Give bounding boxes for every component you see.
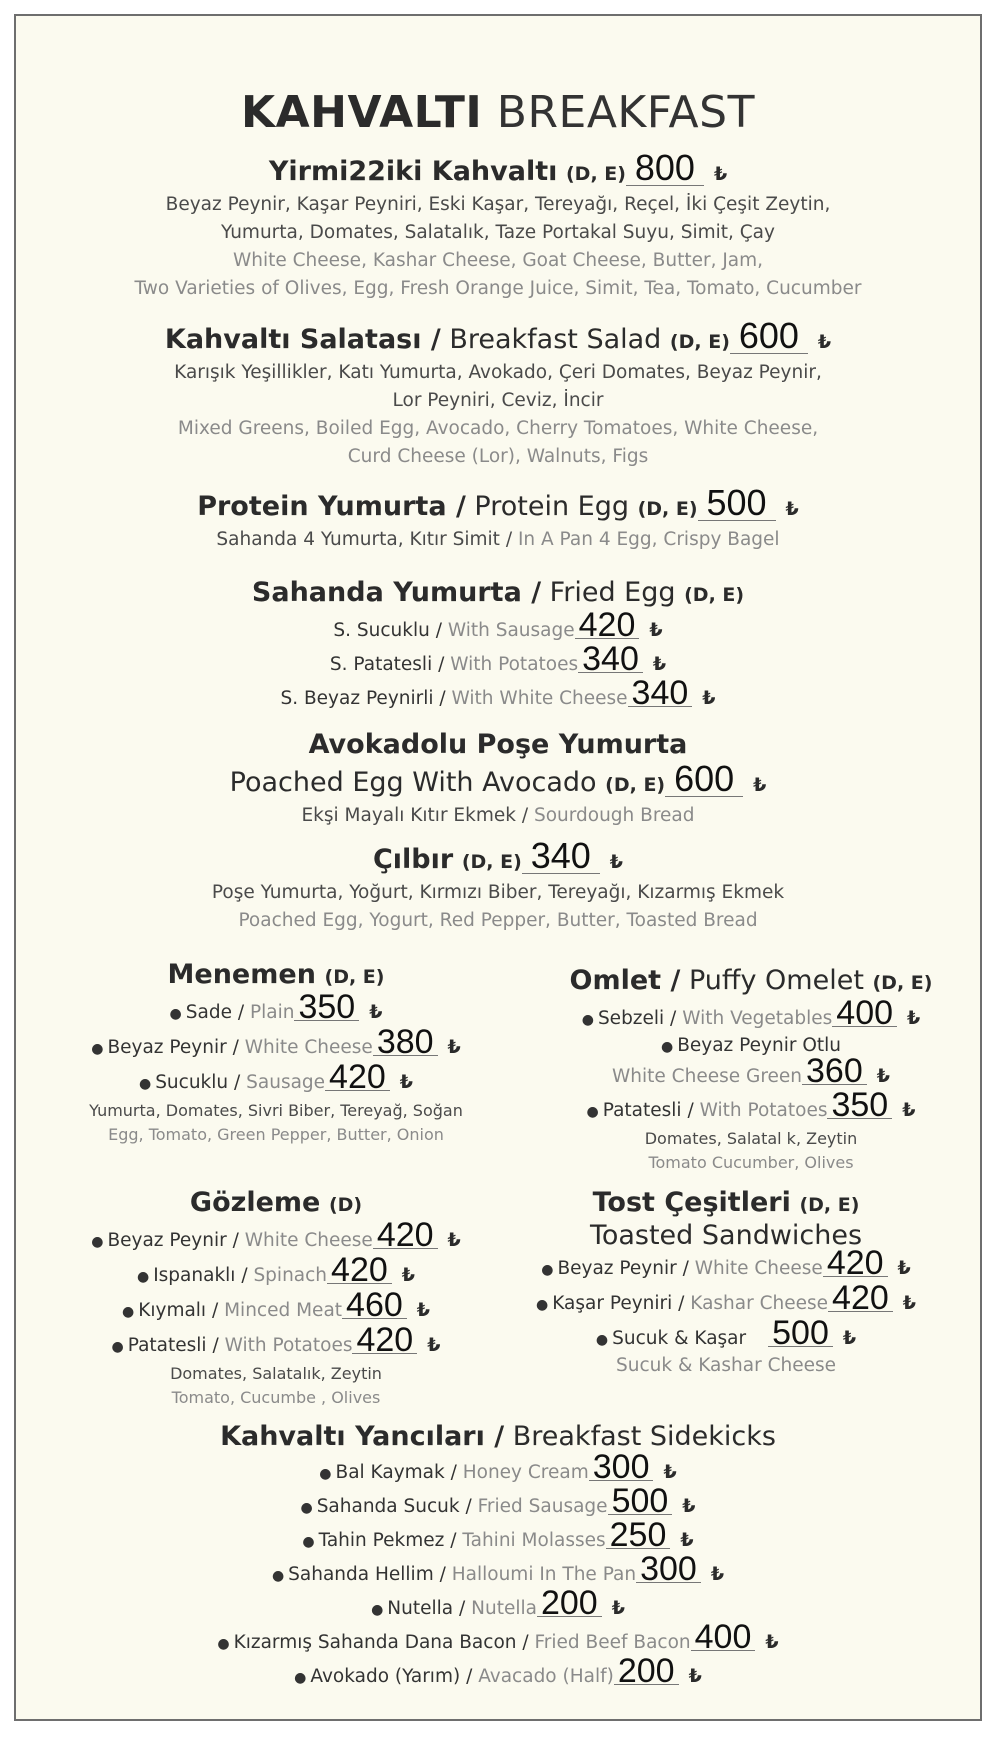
price: 340 <box>522 839 600 874</box>
bullet-icon: ● <box>91 1041 104 1057</box>
lira-icon: ₺ <box>785 498 799 520</box>
item-tr: Beyaz Peynir / <box>107 1037 239 1058</box>
list-item <box>16 1584 980 1624</box>
bullet-icon: ● <box>586 1104 599 1120</box>
list-item <box>56 1023 496 1064</box>
lira-icon: ₺ <box>710 1563 725 1585</box>
lira-icon: ₺ <box>842 1327 857 1349</box>
list-item <box>486 1244 966 1285</box>
title-tr: Çılbır <box>372 844 454 875</box>
price: 350 <box>294 994 359 1021</box>
bullet-icon: ● <box>271 1568 285 1584</box>
lira-icon: ₺ <box>817 331 832 353</box>
desc-en: Poached Egg, Yogurt, Red Pepper, Butter, Toasted Bread <box>238 910 758 931</box>
item-en: With Potatoes <box>224 1335 353 1356</box>
price: 420 <box>373 1222 438 1249</box>
price: 420 <box>327 1257 392 1284</box>
lira-icon: ₺ <box>649 619 663 641</box>
lira-icon: ₺ <box>401 1264 415 1286</box>
item-title <box>16 315 980 359</box>
item-en: Fried Sausage <box>477 1496 608 1517</box>
title-tr: Protein Yumurta / <box>197 491 466 522</box>
item-title <box>536 964 966 1000</box>
lira-icon: ₺ <box>427 1334 441 1356</box>
item-title-tr <box>16 728 980 762</box>
desc-en: Tomato, Cucumbe , Olives <box>171 1388 381 1407</box>
section-protein-egg <box>16 482 980 554</box>
desc-line <box>16 802 980 830</box>
list-item <box>16 1550 980 1590</box>
price: 400 <box>691 1624 756 1651</box>
bullet-icon: ● <box>300 1500 313 1516</box>
item-tr: Beyaz Peynir / <box>107 1230 239 1251</box>
bullet-icon: ● <box>541 1262 554 1278</box>
title-tr: Sahanda Yumurta / <box>251 577 542 608</box>
section-breakfast-salad <box>16 315 980 471</box>
item-tr: Sebzeli / <box>597 1008 677 1029</box>
item-en: With White Cheese <box>451 688 628 709</box>
list-item <box>16 1516 980 1556</box>
price: 360 <box>802 1058 867 1085</box>
list-item <box>56 1286 496 1327</box>
desc-en: Curd Cheese (Lor), Walnuts, Figs <box>347 446 649 467</box>
list-item <box>16 606 980 646</box>
item-en: Fried Beef Bacon <box>534 1632 691 1653</box>
title-en: Fried Egg <box>549 577 676 608</box>
lira-icon: ₺ <box>611 1597 625 1619</box>
title-en: Breakfast Salad <box>449 324 662 355</box>
item-title-tr <box>486 1186 966 1222</box>
item-en: Halloumi In The Pan <box>451 1564 637 1585</box>
item-title <box>16 482 980 526</box>
item-tr: S. Patatesli / <box>329 654 445 675</box>
lira-icon: ₺ <box>663 1461 677 1483</box>
item-title <box>16 147 980 191</box>
item-en: Sausage <box>246 1072 326 1093</box>
lira-icon: ₺ <box>369 1001 383 1023</box>
list-item <box>16 674 980 714</box>
item-tr: Sade / <box>185 1002 245 1023</box>
price: 250 <box>606 1522 671 1549</box>
lira-icon: ₺ <box>609 851 623 873</box>
desc-en: White Cheese, Kashar Cheese, Goat Cheese, Butter, Jam, <box>232 250 764 271</box>
section-yirmi22iki <box>16 147 980 303</box>
title-tr: Menemen <box>167 959 316 990</box>
dietary-tag: (D, E) <box>605 774 666 796</box>
bullet-icon: ● <box>581 1012 594 1028</box>
lira-icon: ₺ <box>447 1229 461 1251</box>
item-tr: S. Beyaz Peynirli / <box>280 688 446 709</box>
bullet-icon: ● <box>595 1332 609 1348</box>
lira-icon: ₺ <box>447 1036 461 1058</box>
bullet-icon: ● <box>302 1534 315 1550</box>
item-title-en <box>486 1222 966 1250</box>
lira-icon: ₺ <box>902 1292 916 1314</box>
item-en: With Potatoes <box>699 1100 828 1121</box>
desc-tr: Ekşi Mayalı Kıtır Ekmek / <box>301 805 529 826</box>
item-en: Avacado (Half) <box>478 1666 614 1687</box>
item-en: Minced Meat <box>224 1300 343 1321</box>
section-sidekicks <box>16 1420 980 1692</box>
item-title <box>16 835 980 879</box>
list-item <box>56 1216 496 1257</box>
bullet-icon: ● <box>169 1006 182 1022</box>
price: 420 <box>575 612 640 639</box>
title-en: Poached Egg With Avocado <box>229 767 597 798</box>
dietary-tag: (D, E) <box>461 851 522 873</box>
title-tr: Omlet / <box>569 965 681 996</box>
item-en: With Vegetables <box>682 1008 833 1029</box>
list-item <box>56 1321 496 1362</box>
price: 200 <box>614 1658 679 1685</box>
lira-icon: ₺ <box>765 1631 779 1653</box>
list-item <box>536 1035 966 1058</box>
desc-tr: Sahanda 4 Yumurta, Kıtır Simit / <box>216 529 513 550</box>
price: 420 <box>352 1327 417 1354</box>
bullet-icon: ● <box>138 1076 152 1092</box>
section-toast <box>486 1186 966 1377</box>
dietary-tag: (D, E) <box>684 584 745 606</box>
price: 340 <box>628 680 693 707</box>
item-title <box>16 576 980 612</box>
desc-tr: Domates, Salatal k, Zeytin <box>644 1129 858 1148</box>
item-tr: Sucuk & Kaşar <box>612 1328 747 1349</box>
item-en: With Potatoes <box>450 654 579 675</box>
item-tr: Patatesli / <box>602 1100 694 1121</box>
title-tr: Yirmi22iki Kahvaltı <box>268 156 558 187</box>
lira-icon: ₺ <box>416 1299 430 1321</box>
header-light: BREAKFAST <box>496 87 755 138</box>
lira-icon: ₺ <box>702 687 716 709</box>
bullet-icon: ● <box>136 1269 150 1285</box>
dietary-tag: (D, E) <box>799 1194 860 1216</box>
desc-en: Two Varieties of Olives, Egg, Fresh Orange Juice, Simit, Tea, Tomato, Cucumber <box>134 278 862 299</box>
price: 350 <box>827 1092 892 1119</box>
item-en: White Cheese Green <box>612 1066 803 1087</box>
bullet-icon: ● <box>217 1636 230 1652</box>
list-item <box>16 1652 980 1692</box>
bullet-icon: ● <box>536 1297 549 1313</box>
title-tr: Tost Çeşitleri <box>592 1187 791 1218</box>
bullet-icon: ● <box>122 1304 135 1320</box>
item-tr: Sucuklu / <box>155 1072 241 1093</box>
price: 600 <box>665 762 743 797</box>
title-en: Puffy Omelet <box>688 965 864 996</box>
desc-tr: Karışık Yeşillikler, Katı Yumurta, Avokado, Çeri Domates, Beyaz Peynir, <box>174 362 822 383</box>
item-tr: Sahanda Hellim / <box>288 1564 446 1585</box>
bullet-icon: ● <box>319 1466 332 1482</box>
list-item <box>16 1448 980 1488</box>
bullet-icon: ● <box>660 1039 674 1055</box>
list-item <box>536 1052 966 1092</box>
price: 460 <box>342 1292 407 1319</box>
price: 500 <box>768 1320 833 1347</box>
item-en: Nutella <box>471 1598 537 1619</box>
section-poached-egg <box>16 728 980 830</box>
list-item <box>486 1279 966 1320</box>
price: 600 <box>730 319 808 354</box>
item-tr: Nutella / <box>387 1598 466 1619</box>
lira-icon: ₺ <box>713 163 728 185</box>
price: 400 <box>832 1000 897 1027</box>
item-en: Honey Cream <box>462 1462 589 1483</box>
lira-icon: ₺ <box>907 1007 921 1029</box>
desc-en: Egg, Tomato, Green Pepper, Butter, Onion <box>108 1125 444 1144</box>
list-item <box>56 1058 496 1099</box>
title-tr: Kahvaltı Salatası / <box>164 324 441 355</box>
item-title <box>16 1420 980 1454</box>
item-tr: Tahin Pekmez / <box>318 1530 457 1551</box>
dietary-tag: (D, E) <box>324 966 385 988</box>
lira-icon: ₺ <box>688 1665 702 1687</box>
list-item <box>56 1251 496 1292</box>
price: 340 <box>578 646 643 673</box>
lira-icon: ₺ <box>753 774 767 796</box>
item-tr: Kızarmış Sahanda Dana Bacon / <box>233 1632 529 1653</box>
list-item <box>16 1482 980 1522</box>
dietary-tag: (D, E) <box>872 972 933 994</box>
price: 300 <box>589 1454 654 1481</box>
lira-icon: ₺ <box>682 1495 696 1517</box>
desc-tr: Domates, Salatalık, Zeytin <box>170 1364 382 1383</box>
bullet-icon: ● <box>91 1234 104 1250</box>
item-en: Spinach <box>253 1265 328 1286</box>
lira-icon: ₺ <box>876 1065 890 1087</box>
desc-en: In A Pan 4 Egg, Crispy Bagel <box>517 529 780 550</box>
list-item <box>536 1086 966 1127</box>
item-title <box>56 958 496 994</box>
list-item <box>486 1314 966 1355</box>
price: 380 <box>373 1029 438 1056</box>
item-tr: Kıymalı / <box>138 1300 219 1321</box>
title-en: Breakfast Sidekicks <box>512 1421 776 1452</box>
item-tr: Avokado (Yarım) / <box>310 1666 473 1687</box>
dietary-tag: (D, E) <box>565 163 626 185</box>
section-cilbir <box>16 835 980 935</box>
price: 500 <box>698 486 776 521</box>
item-tr: Bal Kaymak / <box>335 1462 457 1483</box>
item-tr: Beyaz Peynir Otlu <box>677 1035 842 1056</box>
dietary-tag: (D) <box>328 1194 363 1216</box>
list-item <box>16 1618 980 1658</box>
section-fried-egg <box>16 576 980 714</box>
item-en: Plain <box>249 1002 295 1023</box>
title-tr: Gözleme <box>189 1187 321 1218</box>
item-en: Kashar Cheese <box>690 1293 829 1314</box>
section-omelet <box>536 964 966 1175</box>
dietary-tag: (D, E) <box>637 498 698 520</box>
title-en: Protein Egg <box>474 491 629 522</box>
price: 420 <box>828 1285 893 1312</box>
desc-tr: Beyaz Peynir, Kaşar Peyniri, Eski Kaşar, Tereyağı, Reçel, İki Çeşit Zeytin, <box>165 194 831 215</box>
desc-tr: Yumurta, Domates, Sivri Biber, Tereyağ, Soğan <box>89 1101 463 1120</box>
section-gozleme <box>56 1186 496 1410</box>
menu-page <box>14 14 982 1721</box>
lira-icon: ₺ <box>399 1071 414 1093</box>
bullet-icon: ● <box>111 1339 124 1355</box>
lira-icon: ₺ <box>652 653 667 675</box>
lira-icon: ₺ <box>680 1529 694 1551</box>
desc-tr: Lor Peyniri, Ceviz, İncir <box>392 390 604 411</box>
item-tr: Beyaz Peynir / <box>557 1258 689 1279</box>
price: 500 <box>608 1488 673 1515</box>
desc-en: Mixed Greens, Boiled Egg, Avocado, Cherry Tomatoes, White Cheese, <box>177 418 819 439</box>
item-title-en <box>16 758 980 802</box>
section-menemen <box>56 958 496 1147</box>
price: 300 <box>636 1556 701 1583</box>
item-tr: Kaşar Peyniri / <box>552 1293 685 1314</box>
lira-icon: ₺ <box>902 1099 916 1121</box>
item-en: With Sausage <box>447 620 575 641</box>
menu-header <box>16 86 980 140</box>
list-item <box>16 640 980 680</box>
desc-line <box>16 526 980 554</box>
price: 420 <box>823 1250 888 1277</box>
bullet-icon: ● <box>371 1602 384 1618</box>
desc-en: Sucuk & Kashar Cheese <box>615 1355 837 1376</box>
desc-en: Tomato Cucumber, Olives <box>648 1153 854 1172</box>
title-tr: Avokadolu Poşe Yumurta <box>308 729 688 760</box>
price: 800 <box>626 151 704 186</box>
item-en: Tahini Molasses <box>462 1530 606 1551</box>
item-tr: S. Sucuklu / <box>333 620 442 641</box>
dietary-tag: (D, E) <box>669 331 730 353</box>
header-bold: KAHVALTI <box>241 87 483 138</box>
bullet-icon: ● <box>294 1670 307 1686</box>
item-tr: Sahanda Sucuk / <box>316 1496 472 1517</box>
desc-tr: Yumurta, Domates, Salatalık, Taze Portakal Suyu, Simit, Çay <box>221 222 775 243</box>
item-en: White Cheese <box>244 1037 373 1058</box>
item-tr: Ispanaklı / <box>153 1265 248 1286</box>
item-en: White Cheese <box>694 1258 823 1279</box>
desc-tr: Poşe Yumurta, Yoğurt, Kırmızı Biber, Tereyağı, Kızarmış Ekmek <box>211 882 785 903</box>
price: 420 <box>325 1064 390 1091</box>
item-tr: Patatesli / <box>127 1335 219 1356</box>
list-item <box>536 994 966 1035</box>
lira-icon: ₺ <box>897 1257 911 1279</box>
title-en: Toasted Sandwiches <box>589 1220 863 1251</box>
title-tr: Kahvaltı Yancıları / <box>220 1421 505 1452</box>
desc-en: Sourdough Bread <box>533 805 695 826</box>
item-en: White Cheese <box>244 1230 373 1251</box>
price: 200 <box>537 1590 602 1617</box>
